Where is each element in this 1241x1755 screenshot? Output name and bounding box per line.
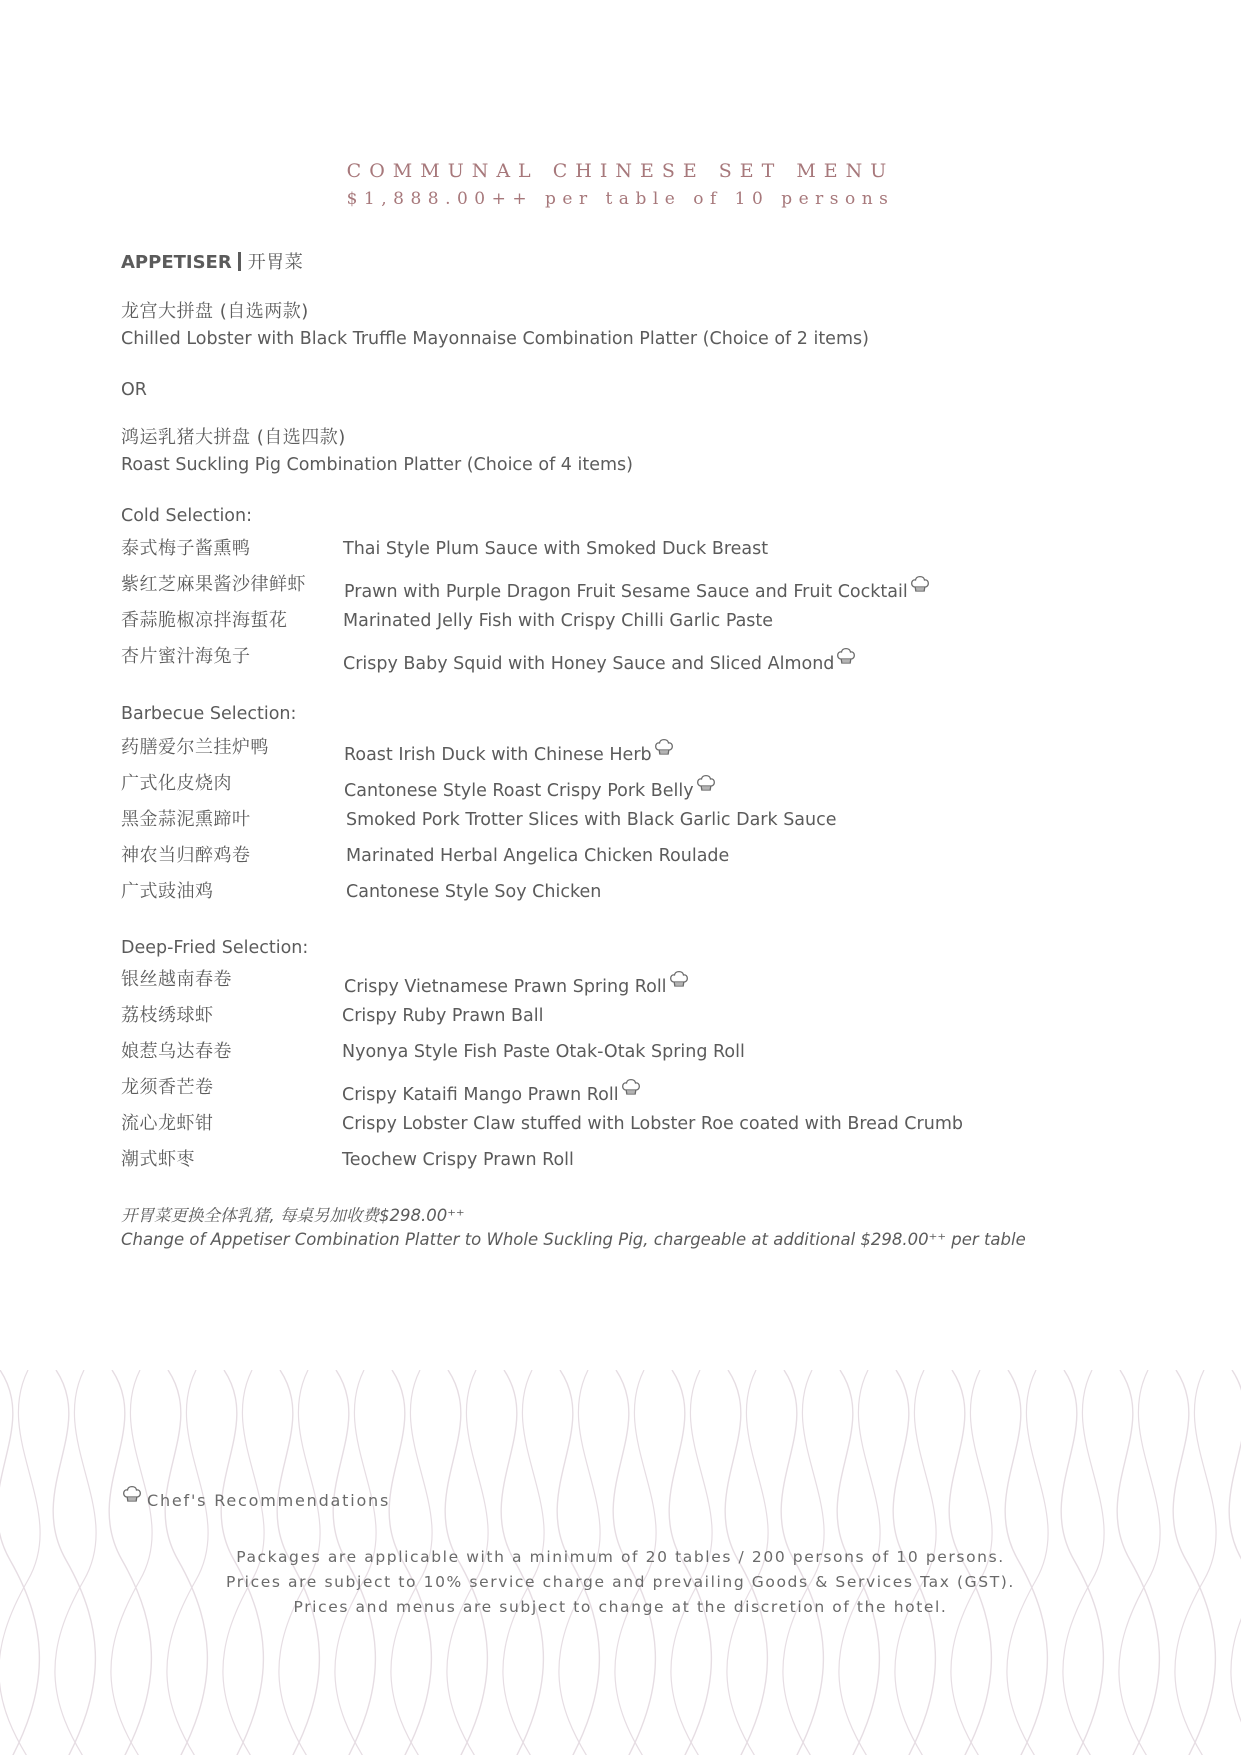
dish-name-en: Cantonese Style Roast Crispy Pork Belly [344,781,694,801]
list-item [121,773,1121,799]
chef-recommendation-legend [120,1484,390,1510]
list-item [121,969,1121,995]
list-item [121,610,1121,636]
option2-en: Roast Suckling Pig Combination Platter (Choice of 4 items) [121,455,633,475]
dish-name-en: Crispy Ruby Prawn Ball [342,1006,544,1026]
dish-name-en: Marinated Herbal Angelica Chicken Roulade [346,846,730,866]
chef-hat-icon [620,1077,642,1097]
chef-hat-icon [121,1484,143,1504]
dish-name-zh: 潮式虾枣 [121,1149,195,1170]
dish-name-zh: 银丝越南春卷 [121,969,232,990]
terms-line: Prices and menus are subject to change at the discretion of the hotel. [293,1598,948,1616]
dish-name-zh: 神农当归醉鸡卷 [121,845,251,866]
dish-name-en: Prawn with Purple Dragon Fruit Sesame Sauce and Fruit Cocktail [344,582,908,602]
list-item [121,737,1121,763]
cold-selection-heading: Cold Selection: [121,506,253,526]
dish-name-zh: 广式豉油鸡 [121,881,214,902]
dish-name-zh: 荔枝绣球虾 [121,1005,214,1026]
section-title-en: APPETISER [121,252,232,273]
menu-price: $1,888.00++ per table of 10 persons [346,189,895,209]
dish-name-en: Cantonese Style Soy Chicken [346,882,602,902]
list-item [121,1113,1121,1139]
dish-name-zh: 紫红芝麻果酱沙律鲜虾 [121,574,306,595]
list-item [121,1077,1121,1103]
surcharge-note-zh: 开胃菜更换全体乳猪, 每桌另加收费$298.00⁺⁺ [121,1206,465,1225]
dish-name-zh: 黑金蒜泥熏蹄叶 [121,809,251,830]
chef-hat-icon [668,969,690,989]
legend-label: Chef's Recommendations [147,1491,391,1510]
dish-name-en: Marinated Jelly Fish with Crispy Chilli Garlic Paste [343,611,774,631]
list-item [121,538,1121,564]
dish-name-zh: 药膳爱尔兰挂炉鸭 [121,737,269,758]
divider-bar [238,252,241,271]
list-item [121,574,1121,600]
section-title-zh: 开胃菜 [247,252,304,273]
terms-line: Packages are applicable with a minimum of 20 tables / 200 persons of 10 persons. [236,1548,1005,1566]
dish-name-en: Smoked Pork Trotter Slices with Black Garlic Dark Sauce [346,810,837,830]
surcharge-note-en: Change of Appetiser Combination Platter to Whole Suckling Pig, chargeable at additional $298.00⁺⁺ per table [121,1230,1026,1249]
dish-name-en: Crispy Kataifi Mango Prawn Roll [342,1085,619,1105]
list-item [121,646,1121,672]
dish-name-en: Nyonya Style Fish Paste Otak-Otak Spring Roll [342,1042,745,1062]
chef-hat-icon [835,646,857,666]
dish-name-zh: 流心龙虾钳 [121,1113,214,1134]
dish-name-zh: 娘惹乌达春卷 [121,1041,232,1062]
terms-line: Prices are subject to 10% service charge and prevailing Goods & Services Tax (GST). [226,1573,1015,1591]
terms-footer [0,1545,1241,1620]
dish-name-zh: 杏片蜜汁海兔子 [121,646,251,667]
dish-name-en: Crispy Baby Squid with Honey Sauce and Sliced Almond [343,654,835,674]
list-item [121,1041,1121,1067]
fried-selection-heading: Deep-Fried Selection: [121,938,309,958]
list-item [121,845,1121,871]
section-heading-appetiser [121,252,303,274]
list-item [121,1005,1121,1031]
list-item [121,881,1121,907]
chef-hat-icon [653,737,675,757]
dish-name-zh: 龙须香芒卷 [121,1077,214,1098]
menu-header [0,159,1241,211]
dish-name-zh: 广式化皮烧肉 [121,773,232,794]
dish-name-en: Crispy Vietnamese Prawn Spring Roll [344,977,667,997]
dish-name-en: Roast Irish Duck with Chinese Herb [344,745,652,765]
option2-zh: 鸿运乳猪大拼盘 (自选四款) [121,427,346,448]
dish-name-en: Teochew Crispy Prawn Roll [342,1150,574,1170]
option1-en: Chilled Lobster with Black Truffle Mayonnaise Combination Platter (Choice of 2 items) [121,329,869,349]
list-item [121,1149,1121,1175]
chef-hat-icon [695,773,717,793]
dish-name-zh: 泰式梅子酱熏鸭 [121,538,251,559]
dish-name-en: Thai Style Plum Sauce with Smoked Duck Breast [343,539,769,559]
dish-name-zh: 香蒜脆椒凉拌海蜇花 [121,610,288,631]
list-item [121,809,1121,835]
chef-hat-icon [909,574,931,594]
menu-title: COMMUNAL CHINESE SET MENU [346,160,895,182]
or-label: OR [121,380,147,400]
dish-name-en: Crispy Lobster Claw stuffed with Lobster Roe coated with Bread Crumb [342,1114,963,1134]
bbq-selection-heading: Barbecue Selection: [121,704,297,724]
option1-zh: 龙宫大拼盘 (自选两款) [121,301,309,322]
